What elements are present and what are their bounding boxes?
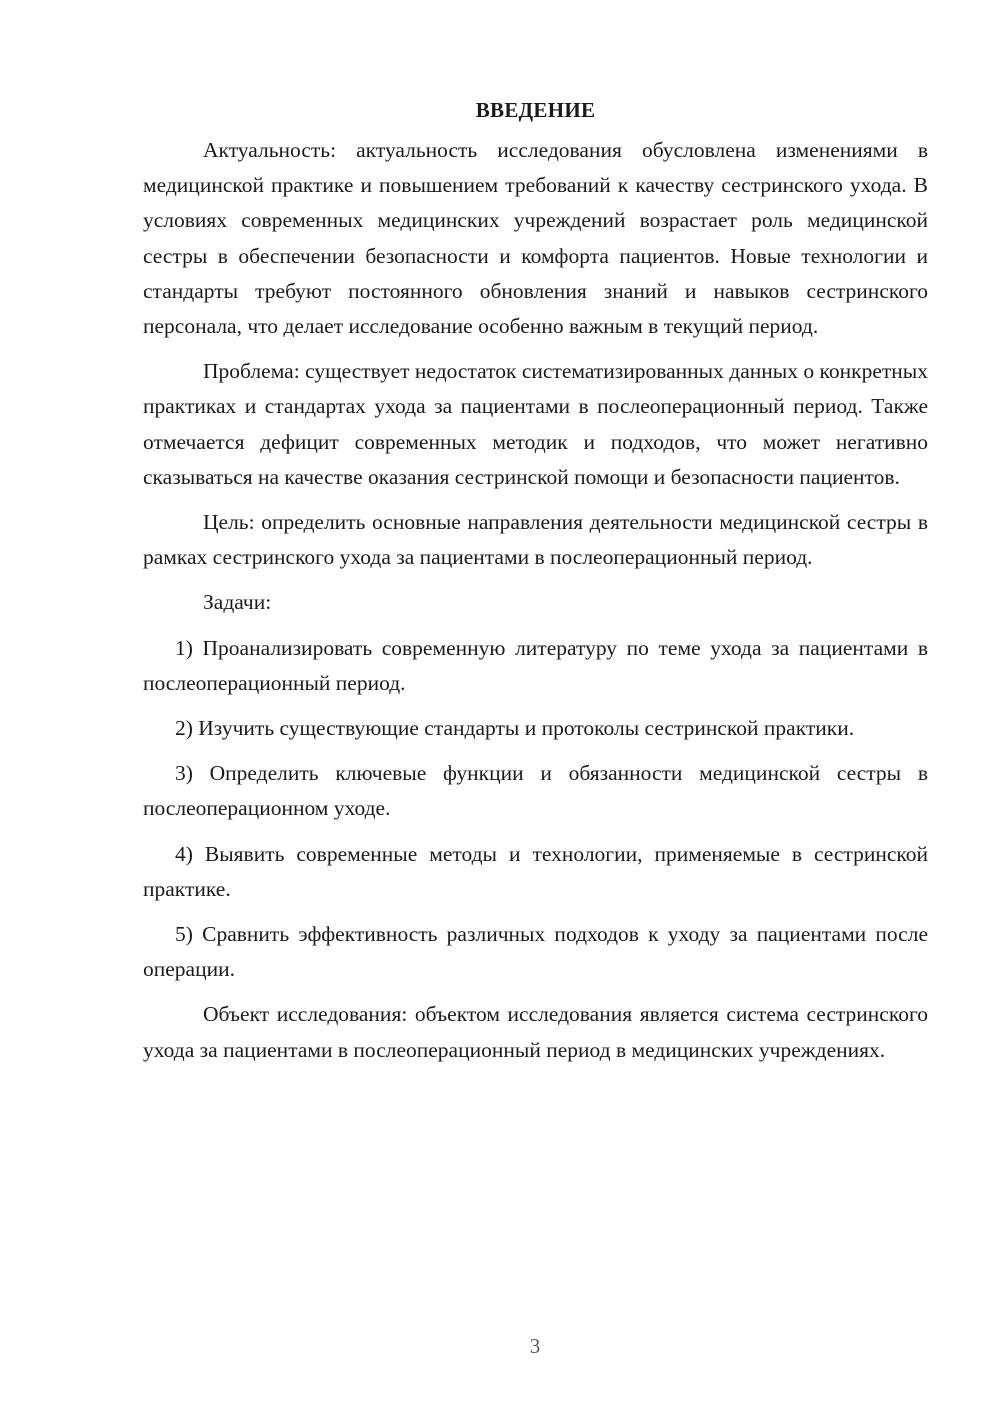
task-item-2: 2) Изучить существующие стандарты и протоколы сестринской практики.: [175, 716, 855, 741]
task-item-1: 1) Проанализировать современную литературу по теме ухода за пациентами в послеоперационный период.: [143, 635, 928, 695]
page-title: ВВЕДЕНИЕ: [475, 98, 596, 122]
paragraph-object: Объект исследования: объектом исследования является система сестринского ухода за пациентами в послеоперационный период в медицинских учреждениях.: [143, 1002, 928, 1062]
paragraph-relevance: Актуальность: актуальность исследования обусловлена изменениями в медицинской практике и повышением требований к качеству сестринского ухода. В условиях современных медицинских учреждений возрастает роль медицинской сестры в обеспечении безопасности и комфорта пациентов. Новые технологии и стандарты требуют постоянного обновления знаний и навыков сестринского персонала, что делает исследование особенно важным в текущий период.: [143, 138, 928, 339]
tasks-heading: Задачи:: [203, 590, 272, 615]
paragraph-problem: Проблема: существует недостаток систематизированных данных о конкретных практиках и стандартах ухода за пациентами в послеоперационный период. Также отмечается дефицит современных методик и подходов, что может негативно сказываться на качестве оказания сестринской помощи и безопасности пациентов.: [143, 359, 928, 489]
task-item-5: 5) Сравнить эффективность различных подходов к уходу за пациентами после операции.: [143, 922, 928, 982]
task-item-4: 4) Выявить современные методы и технологии, применяемые в сестринской практике.: [143, 841, 928, 901]
tasks-list: [143, 631, 928, 988]
page-number: 3: [529, 1334, 541, 1358]
task-item-3: 3) Определить ключевые функции и обязанности медицинской сестры в послеоперационном уходе.: [143, 761, 928, 821]
paragraph-goal: Цель: определить основные направления деятельности медицинской сестры в рамках сестринского ухода за пациентами в послеоперационный период.: [143, 510, 928, 570]
page-content: [143, 92, 928, 1078]
